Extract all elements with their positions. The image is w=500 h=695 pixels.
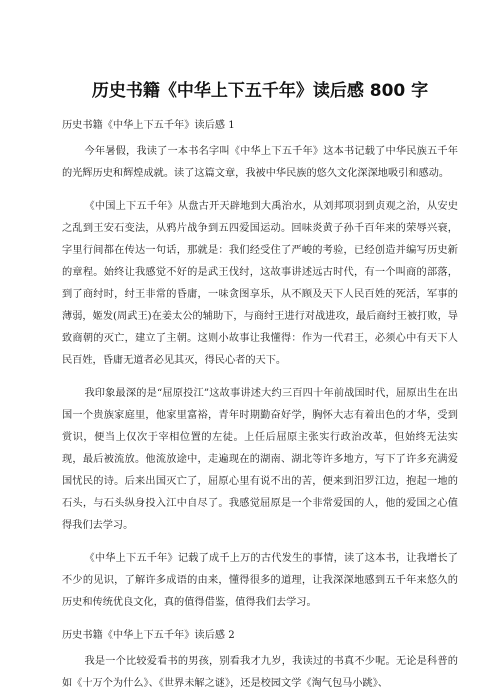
paragraph: 我印象最深的是“屈原投江”这故事讲述大约三百四十年前战国时代，屈原出生在出国一个贵族家庭里，他家里富裕，青年时期勤奋好学，胸怀大志有着出色的才华，受到赏识，便当上仅次于宰相位置的左徒。上任后屈原主张实行政治改革，但始终无法实现，最后被流放。他流放途中，走遍现在的湖南、湖北等许多地方，写下了许多充满爱国忧民的诗。后来出国灭亡了，屈原心里有说不出的苦，便来到汨罗江边，抱起一地的石头，与石头纵身投入江中自尽了。我感觉屈原是一个非常爱国的人，他的爱国之心值得我们去学习。 — [62, 388, 458, 531]
document-title: 历史书籍《中华上下五千年》读后感 800 字 — [91, 81, 429, 101]
paragraph: 《中华上下五千年》记载了成千上万的古代发生的事情，读了这本书，让我增长了不少的见识，了解许多成语的由来，懂得很多的道理，让我深深地感到五千年来悠久的历史和传统优良文化，真的值得借鉴，值得我们去学习。 — [62, 553, 458, 608]
section-heading-2: 历史书籍《中华上下五千年》读后感 2 — [62, 630, 235, 641]
paragraph: 我是一个比较爱看书的男孩，别看我才九岁，我读过的书真不少呢。无论是科普的如《十万个为什么》、《世界未解之谜》，还是校园文学《淘气包马小跳》、 — [62, 656, 458, 689]
paragraph: 今年暑假，我读了一本书名字叫《中华上下五千年》这本书记载了中华民族五千年的光辉历史和辉煌成就。读了这篇文章，我被中华民族的悠久文化深深地吸引和感动。 — [62, 146, 458, 179]
section-heading-1: 历史书籍《中华上下五千年》读后感 1 — [62, 120, 235, 131]
paragraph: 《中国上下五千年》从盘古开天辟地到大禹治水，从刘邦项羽到贞观之治，从安史之乱到王安石变法，从鸦片战争到五四爱国运动。回味炎黄子孙千百年来的荣辱兴衰，字里行间都在传达一句话，那就是：我们经受住了严峻的考验，已经创造并编写历史新的章程。始终让我感觉不好的是武王伐纣，这故事讲述远古时代，有一个叫商的部落，到了商纣时，纣王非常的昏庸，一味贪图享乐，从不顾及天下人民百姓的死活，军事的薄弱，姬发(周武王)在姜太公的辅助下，与商纣王进行对战进攻，最后商纣王被打败，导致商朝的灭亡，建立了主朝。这则小故事让我懂得：作为一代君王，必须心中有天下人民百姓，昏庸无道者必见其灭，得民心者的天下。 — [62, 201, 458, 366]
